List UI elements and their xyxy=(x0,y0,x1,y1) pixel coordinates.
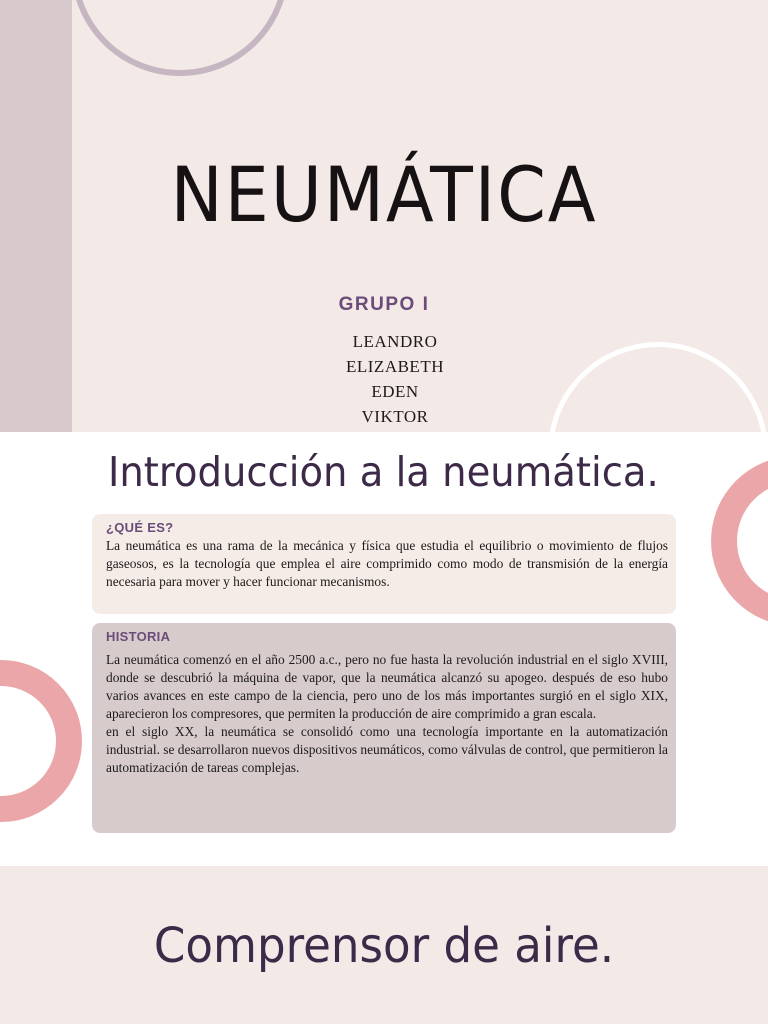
member-name: ELIZABETH xyxy=(346,357,444,376)
history-heading: HISTORIA xyxy=(106,629,171,644)
decorative-ring-top xyxy=(71,0,289,76)
member-name: EDEN xyxy=(371,382,419,401)
what-is-text: La neumática es una rama de la mecánica y física que estudia el equilibrio o movimiento de flujos gaseosos, es la tecnología que emplea el aire comprimido como modo de transmisión de la energía necesaria para mover y hacer funcionar mecanismos. xyxy=(106,538,668,589)
member-name: LEANDRO xyxy=(352,332,438,351)
cover-title: NEUMÁTICA xyxy=(170,150,598,239)
intro-title: Introducción a la neumática. xyxy=(108,448,659,496)
intro-slide xyxy=(0,432,768,864)
what-is-heading: ¿QUÉ ES? xyxy=(106,520,174,535)
history-paragraph: en el siglo XX, la neumática se consolidó como una tecnología importante en la automatización industrial. se desarrollaron nuevos dispositivos neumáticos, como válvulas de control, que permitieron la automatización de tareas complejas. xyxy=(106,724,668,775)
group-label: GRUPO I xyxy=(338,294,430,315)
compressor-title: Comprensor de aire. xyxy=(153,918,615,974)
member-name: VIKTOR xyxy=(361,407,429,426)
decorative-ring-right xyxy=(711,456,768,626)
history-paragraph: La neumática comenzó en el año 2500 a.c., pero no fue hasta la revolución industrial en el siglo XVIII, donde se descubrió la máquina de vapor, que la neumática alcanzó su apogeo. después de eso hubo varios avances en este campo de la ciencia, pero uno de los más importantes surgió en el siglo XIX, aparecieron los compresores, que permiten la producción de aire comprimido a gran escala. xyxy=(106,652,668,721)
history-card xyxy=(92,623,676,833)
what-is-card xyxy=(92,514,676,614)
member-list xyxy=(0,329,768,429)
cover-slide xyxy=(0,0,768,432)
decorative-ring-left xyxy=(0,660,82,822)
compressor-slide xyxy=(0,866,768,1024)
